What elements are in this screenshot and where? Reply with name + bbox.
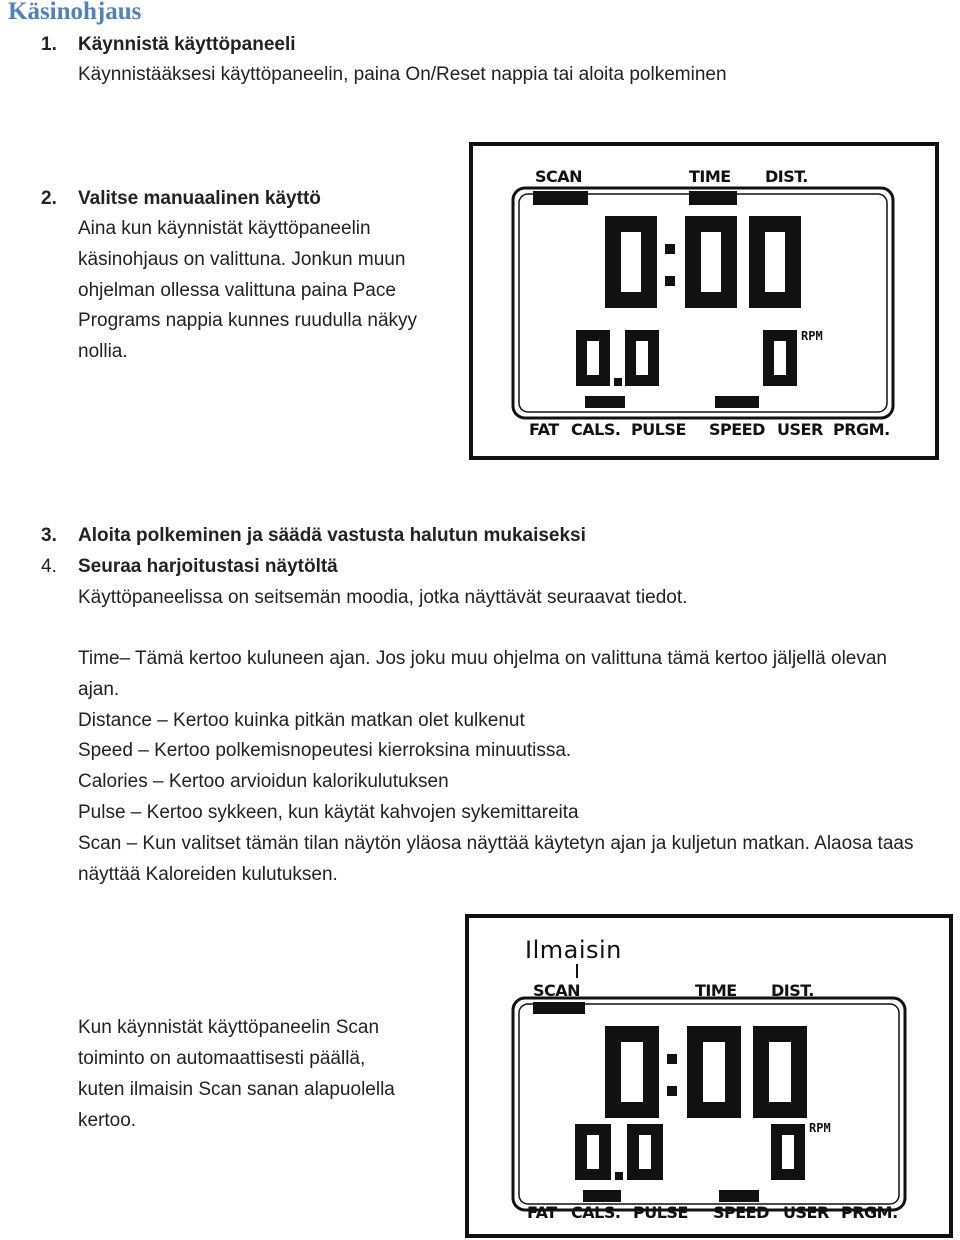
display-label-user: USER xyxy=(783,1203,829,1222)
display-label-rpm: RPM xyxy=(801,329,823,343)
step3-heading: Aloita polkeminen ja säädä vastusta halutun mukaiseksi xyxy=(78,525,586,546)
display-label-fat: FAT xyxy=(527,1203,557,1222)
mode-description: näyttää Kaloreiden kulutuksen. xyxy=(78,864,338,885)
mode-description: Speed – Kertoo polkemisnopeutesi kierroksina minuutissa. xyxy=(78,740,572,761)
mode-description: Scan – Kun valitset tämän tilan näytön yläosa näyttää käytetyn ajan ja kuljetun matkan. Alaosa taas xyxy=(78,833,914,854)
console-display-scan-image xyxy=(465,914,953,1238)
display-label-time: TIME xyxy=(695,981,737,1000)
display-label-scan: SCAN xyxy=(535,167,583,186)
display-label-dist: DIST. xyxy=(765,167,808,186)
display-label-dist: DIST. xyxy=(771,981,814,1000)
display-label-prgm: PRGM. xyxy=(841,1203,898,1222)
step4-heading: Seuraa harjoitustasi näytöltä xyxy=(78,556,338,577)
display-label-cals: CALS. xyxy=(571,1203,621,1222)
left-readout xyxy=(575,1124,663,1180)
display-label-pulse: PULSE xyxy=(631,420,686,439)
display-label-time: TIME xyxy=(689,167,731,186)
display-label-speed: SPEED xyxy=(713,1203,769,1222)
step2-line: Programs nappia kunnes ruudulla näkyy xyxy=(78,310,418,331)
step2-line: ohjelman ollessa valittuna paina Pace xyxy=(78,280,396,301)
right-readout xyxy=(763,330,797,386)
mode-description: ajan. xyxy=(78,679,120,700)
scan-note-line: Kun käynnistät käyttöpaneelin Scan xyxy=(78,1017,380,1038)
mode-description: Time– Tämä kertoo kuluneen ajan. Jos joku muu ohjelma on valittuna tämä kertoo jäljellä olevan xyxy=(78,648,888,669)
scan-note-line: kertoo. xyxy=(78,1110,137,1131)
display-label-cals: CALS. xyxy=(571,420,621,439)
left-readout xyxy=(576,330,659,386)
display-label-scan: SCAN xyxy=(533,981,581,1000)
console-display-image xyxy=(469,142,939,460)
display-label-user: USER xyxy=(777,420,823,439)
step3-number: 3. xyxy=(41,525,57,546)
main-readout xyxy=(605,216,801,308)
step2-line: käsinohjaus on valittuna. Jonkun muun xyxy=(78,249,406,270)
step4-number: 4. xyxy=(41,556,57,577)
display-label-speed: SPEED xyxy=(709,420,765,439)
step4-intro: Käyttöpaneelissa on seitsemän moodia, jotka näyttävät seuraavat tiedot. xyxy=(78,587,688,608)
display-label-fat: FAT xyxy=(529,420,559,439)
display-label-prgm: PRGM. xyxy=(833,420,890,439)
display-label-pulse: PULSE xyxy=(633,1203,688,1222)
step1-text: Käynnistääksesi käyttöpaneelin, paina On/Reset nappia tai aloita polkeminen xyxy=(78,64,727,85)
scan-note-line: toiminto on automaattisesti päällä, xyxy=(78,1048,366,1069)
mode-description: Pulse – Kertoo sykkeen, kun käytät kahvojen sykemittareita xyxy=(78,802,579,823)
mode-description: Distance – Kertoo kuinka pitkän matkan olet kulkenut xyxy=(78,710,525,731)
step2-line: Aina kun käynnistät käyttöpaneelin xyxy=(78,218,371,239)
page-title: Käsinohjaus xyxy=(8,0,142,25)
right-readout xyxy=(771,1124,805,1180)
scan-note-line: kuten ilmaisin Scan sanan alapuolella xyxy=(78,1079,395,1100)
step2-heading: Valitse manuaalinen käyttö xyxy=(78,188,321,209)
step2-number: 2. xyxy=(41,188,57,209)
display-label-rpm: RPM xyxy=(809,1121,831,1135)
main-readout xyxy=(605,1026,807,1118)
step1-number: 1. xyxy=(41,34,57,55)
step2-line: nollia. xyxy=(78,341,128,362)
mode-description: Calories – Kertoo arvioidun kalorikulutuksen xyxy=(78,771,449,792)
step1-heading: Käynnistä käyttöpaneeli xyxy=(78,34,296,55)
indicator-title: Ilmaisin xyxy=(525,936,622,964)
